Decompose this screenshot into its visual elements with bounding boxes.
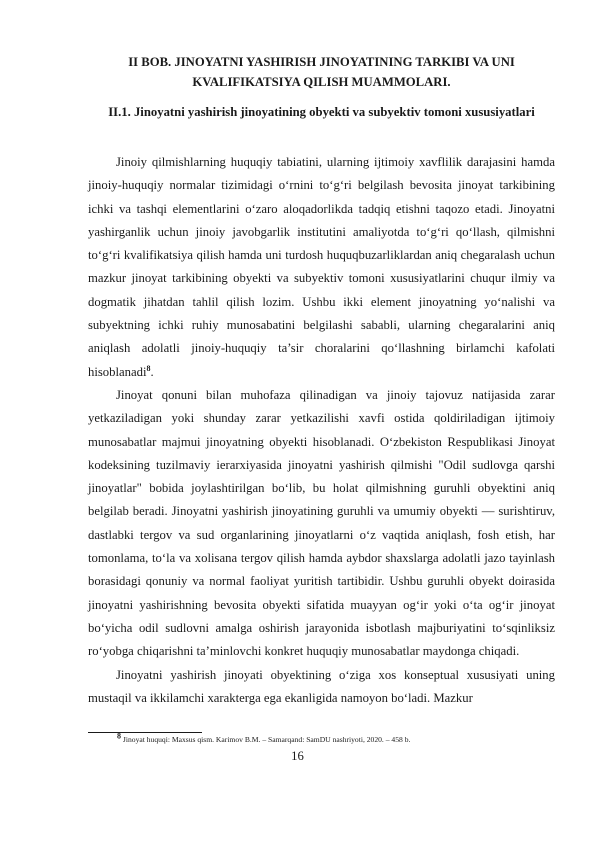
- footnote: [117, 731, 557, 745]
- footnote-separator: [88, 732, 202, 733]
- footnote-reference: 8: [146, 363, 151, 373]
- paragraph-1-text: Jinoiy qilmishlarning huquqiy tabiatini, ularning ijtimoiy xavflilik darajasini hamda jinoiy-huquqiy normalar tizimidagi o‘rnini to‘g‘ri belgilash bevosita jinoyat tarkibining ichki va tashqi elementlarini o‘zaro aloqadorlikda tadqiq etishni taqozo etadi. Jinoyatni yashirganlik uchun jinoiy javobgarlik institutini amaliyotda to‘g‘ri qo‘llash, qilmishni to‘g‘ri kvalifikatsiya qilish hamda uni turdosh huquqbuzarliklardan aniq chegaralash uchun mazkur jinoyat tarkibining obyekti va subyektiv tomoni xususiyatlarini chuqur ilmiy va dogmatik jihatdan tahlil qilish lozim. Ushbu ikki element jinoyatning yo‘nalishi va subyektning ichki ruhiy munosabatini belgilashi sababli, ularning chegaralarini aniq aniqlash adolatli jinoiy-huquqiy ta’sir choralarini qo‘llashning birlamchi kafolati hisoblanadi: [88, 155, 555, 379]
- paragraph-1: Jinoiy qilmishlarning huquqiy tabiatini, ularning ijtimoiy xavflilik darajasini hamda jinoiy-huquqiy normalar tizimidagi o‘rnini to‘g‘ri belgilash bevosita jinoyat tarkibining ichki va tashqi elementlarini o‘zaro aloqadorlikda tadqiq etishni taqozo etadi. Jinoyatni yashirganlik uchun jinoiy javobgarlik institutini amaliyotda to‘g‘ri qo‘llash, qilmishni to‘g‘ri kvalifikatsiya qilish hamda uni turdosh huquqbuzarliklardan aniq chegaralash uchun mazkur jinoyat tarkibining obyekti va subyektiv tomoni xususiyatlarini chuqur ilmiy va dogmatik jihatdan tahlil qilish lozim. Ushbu ikki element jinoyatning yo‘nalishi va subyektning ichki ruhiy munosabatini belgilashi sababli, ularning chegaralarini aniq aniqlash adolatli jinoiy-huquqiy ta’sir choralarini qo‘llashning birlamchi kafolati hisoblanadi$^8$.: [88, 155, 555, 379]
- paragraph-2: Jinoyat qonuni bilan muhofaza qilinadigan va jinoiy tajovuz natijasida zarar yetkaziladigan yoki shunday zarar yetkazilishi xavfi ostida qoldiriladigan ijtimoiy munosabatlar majmui jinoyatning obyekti hisoblanadi. O‘zbekiston Respublikasi Jinoyat kodeksining tuzilmaviy ierarxiyasida jinoyatni yashirish qilmishi "Odil sudlovga qarshi jinoyatlar" bobida joylashtirilgan bo‘lib, bu holat qilmishning guruhli obyektini aniq belgilab beradi. Jinoyatni yashirish jinoyatining guruhli va umumiy obyekti — surishtiruv, dastlabki tergov va sud organlarining jinoyatlarni o‘z vaqtida aniqlash, fosh etish, har tomonlama, to‘la va xolisana tergov qilish hamda aybdor shaxslarga adolatli jazo tayinlash borasidagi qonuniy va normal faoliyat yuritish tartibidir. Ushbu guruhli obyekt doirasida jinoyatni yashirishning bevosita obyekti sifatida muayyan og‘ir yoki o‘ta og‘ir jinoyat bo‘yicha odil sudlovni amalga oshirish jarayonida isbotlash majburiyatini to‘sqinliksiz ro‘yobga chiqarishni ta’minlovchi konkret huquqiy munosabatlar maydonga chiqadi.: [88, 387, 555, 659]
- page-number: 16: [291, 749, 304, 763]
- footnote-marker: 8: [117, 731, 121, 741]
- chapter-title: II BOB. JINOYATNI YASHIRISH JINOYATINING TARKIBI VA UNI KVALIFIKATSIYA QILISH MUAMMOLARI.: [128, 55, 515, 89]
- body-text: [88, 151, 555, 710]
- section-title: II.1. Jinoyatni yashirish jinoyatining obyekti va subyektiv tomoni xususiyatlari: [108, 105, 535, 119]
- footnote-text: Jinoyat huquqi: Maxsus qism. Karimov B.M. – Samarqand: SamDU nashriyoti, 2020. – 458 b.: [122, 735, 411, 744]
- paragraph-3: Jinoyatni yashirish jinoyati obyektining o‘ziga xos konseptual xususiyati uning mustaqil va ikkilamchi xarakterga ega ekanligida namoyon bo‘ladi. Mazkur: [88, 667, 555, 705]
